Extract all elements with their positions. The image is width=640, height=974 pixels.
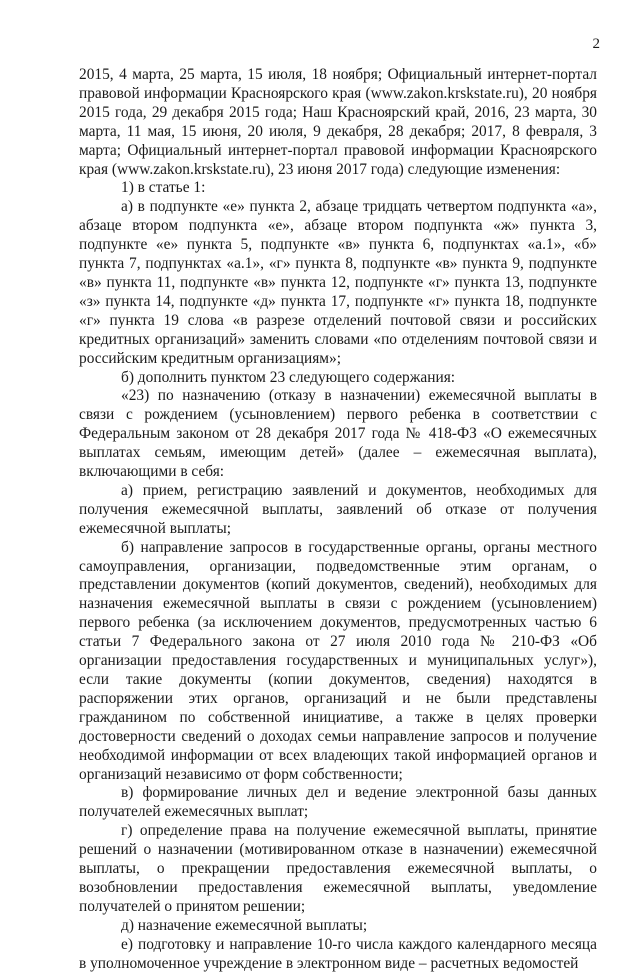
document-body bbox=[79, 66, 597, 974]
paragraph-subitem-b: б) дополнить пунктом 23 следующего содержания: bbox=[121, 368, 456, 386]
paragraph-item-1: 1) в статье 1: bbox=[121, 179, 206, 197]
paragraph-subitem-a: а) в подпункте «е» пункта 2, абзаце тридцать четвертом подпункта «а», абзаце втором подпункта «е», абзаце втором подпункта «ж» пункта 3, подпункте «е» пункта 5, подпункте «в» пункта 6, подпунктах «а.1», «б» пункта 7, подпунктах «а.1», «г» пункта 8, подпункте «в» пункта 9, подпункте «в» пункта 11, подпункте «в» пункта 12, подпункте «г» пункта 13, подпункте «з» пункта 14, подпункте «д» пункта 17, подпункте «г» пункта 18, подпункте «г» пункта 19 слова «в разрезе отделений почтовой связи и российских кредитных организаций» заменить словами «по отделениям почтовой связи и российским кредитным организациям»; bbox=[79, 198, 597, 367]
paragraph-point-23-d: д) назначение ежемесячной выплаты; bbox=[121, 916, 368, 934]
paragraph-point-23: «23) по назначению (отказу в назначении) ежемесячной выплаты в связи с рождением (усыновлением) первого ребенка в соответствии с Федеральным законом от 28 декабря 2017 года № 418-ФЗ «О ежемесячных выплатах семьям, имеющим детей» (далее – ежемесячная выплата), включающими в себя: bbox=[79, 387, 597, 481]
paragraph-point-23-g: г) определение права на получение ежемесячной выплаты, принятие решений о назначении (мотивированном отказе в назначении) ежемесячной выплаты, о прекращении предоставления ежемесячной выплаты, о возобновлении предоставления ежемесячной выплаты, уведомление получателей о принятом решении; bbox=[79, 822, 597, 915]
paragraph-point-23-e: е) подготовку и направление 10-го числа каждого календарного месяца в уполномоченное учреждение в электронном виде – расчетных ведомостей bbox=[79, 935, 597, 972]
paragraph-point-23-b: б) направление запросов в государственные органы, органы местного самоуправления, организации, подведомственные этим органам, о представлении документов (копий документов, сведений), необходимых для назначения ежемесячной выплаты в связи с рождением (усыновлением) первого ребенка (за исключением документов, предусмотренных частью 6 статьи 7 Федерального закона от 27 июля 2010 года № 210-ФЗ «Об организации предоставления государственных и муниципальных услуг»), если такие документы (копии документов, сведения) находятся в распоряжении этих органов, организаций и не были представлены гражданином по собственной инициативе, а также в целях проверки достоверности сведений о доходах семьи направление запросов и получение необходимой информации от всех владеющих такой информацией органов и организаций независимо от форм собственности; bbox=[79, 538, 597, 783]
paragraph-point-23-v: в) формирование личных дел и ведение электронной базы данных получателей ежемесячных выплат; bbox=[79, 784, 597, 821]
paragraph-point-23-a: а) прием, регистрацию заявлений и документов, необходимых для получения ежемесячной выплаты, заявлений об отказе от получения ежемесячной выплаты; bbox=[79, 481, 597, 537]
page-number: 2 bbox=[592, 36, 600, 52]
paragraph-continuation: 2015, 4 марта, 25 марта, 15 июля, 18 ноября; Официальный интернет-портал правовой информации Красноярского края (www.zakon.krskstate.ru), 20 ноября 2015 года, 29 декабря 2015 года; Наш Красноярский край, 2016, 23 марта, 30 марта, 11 мая, 15 июня, 20 июля, 9 декабря, 28 декабря; 2017, 8 февраля, 3 марта; Официальный интернет-портал правовой информации Красноярского края (www.zakon.krskstate.ru), 23 июня 2017 года) следующие изменения: bbox=[79, 66, 597, 178]
